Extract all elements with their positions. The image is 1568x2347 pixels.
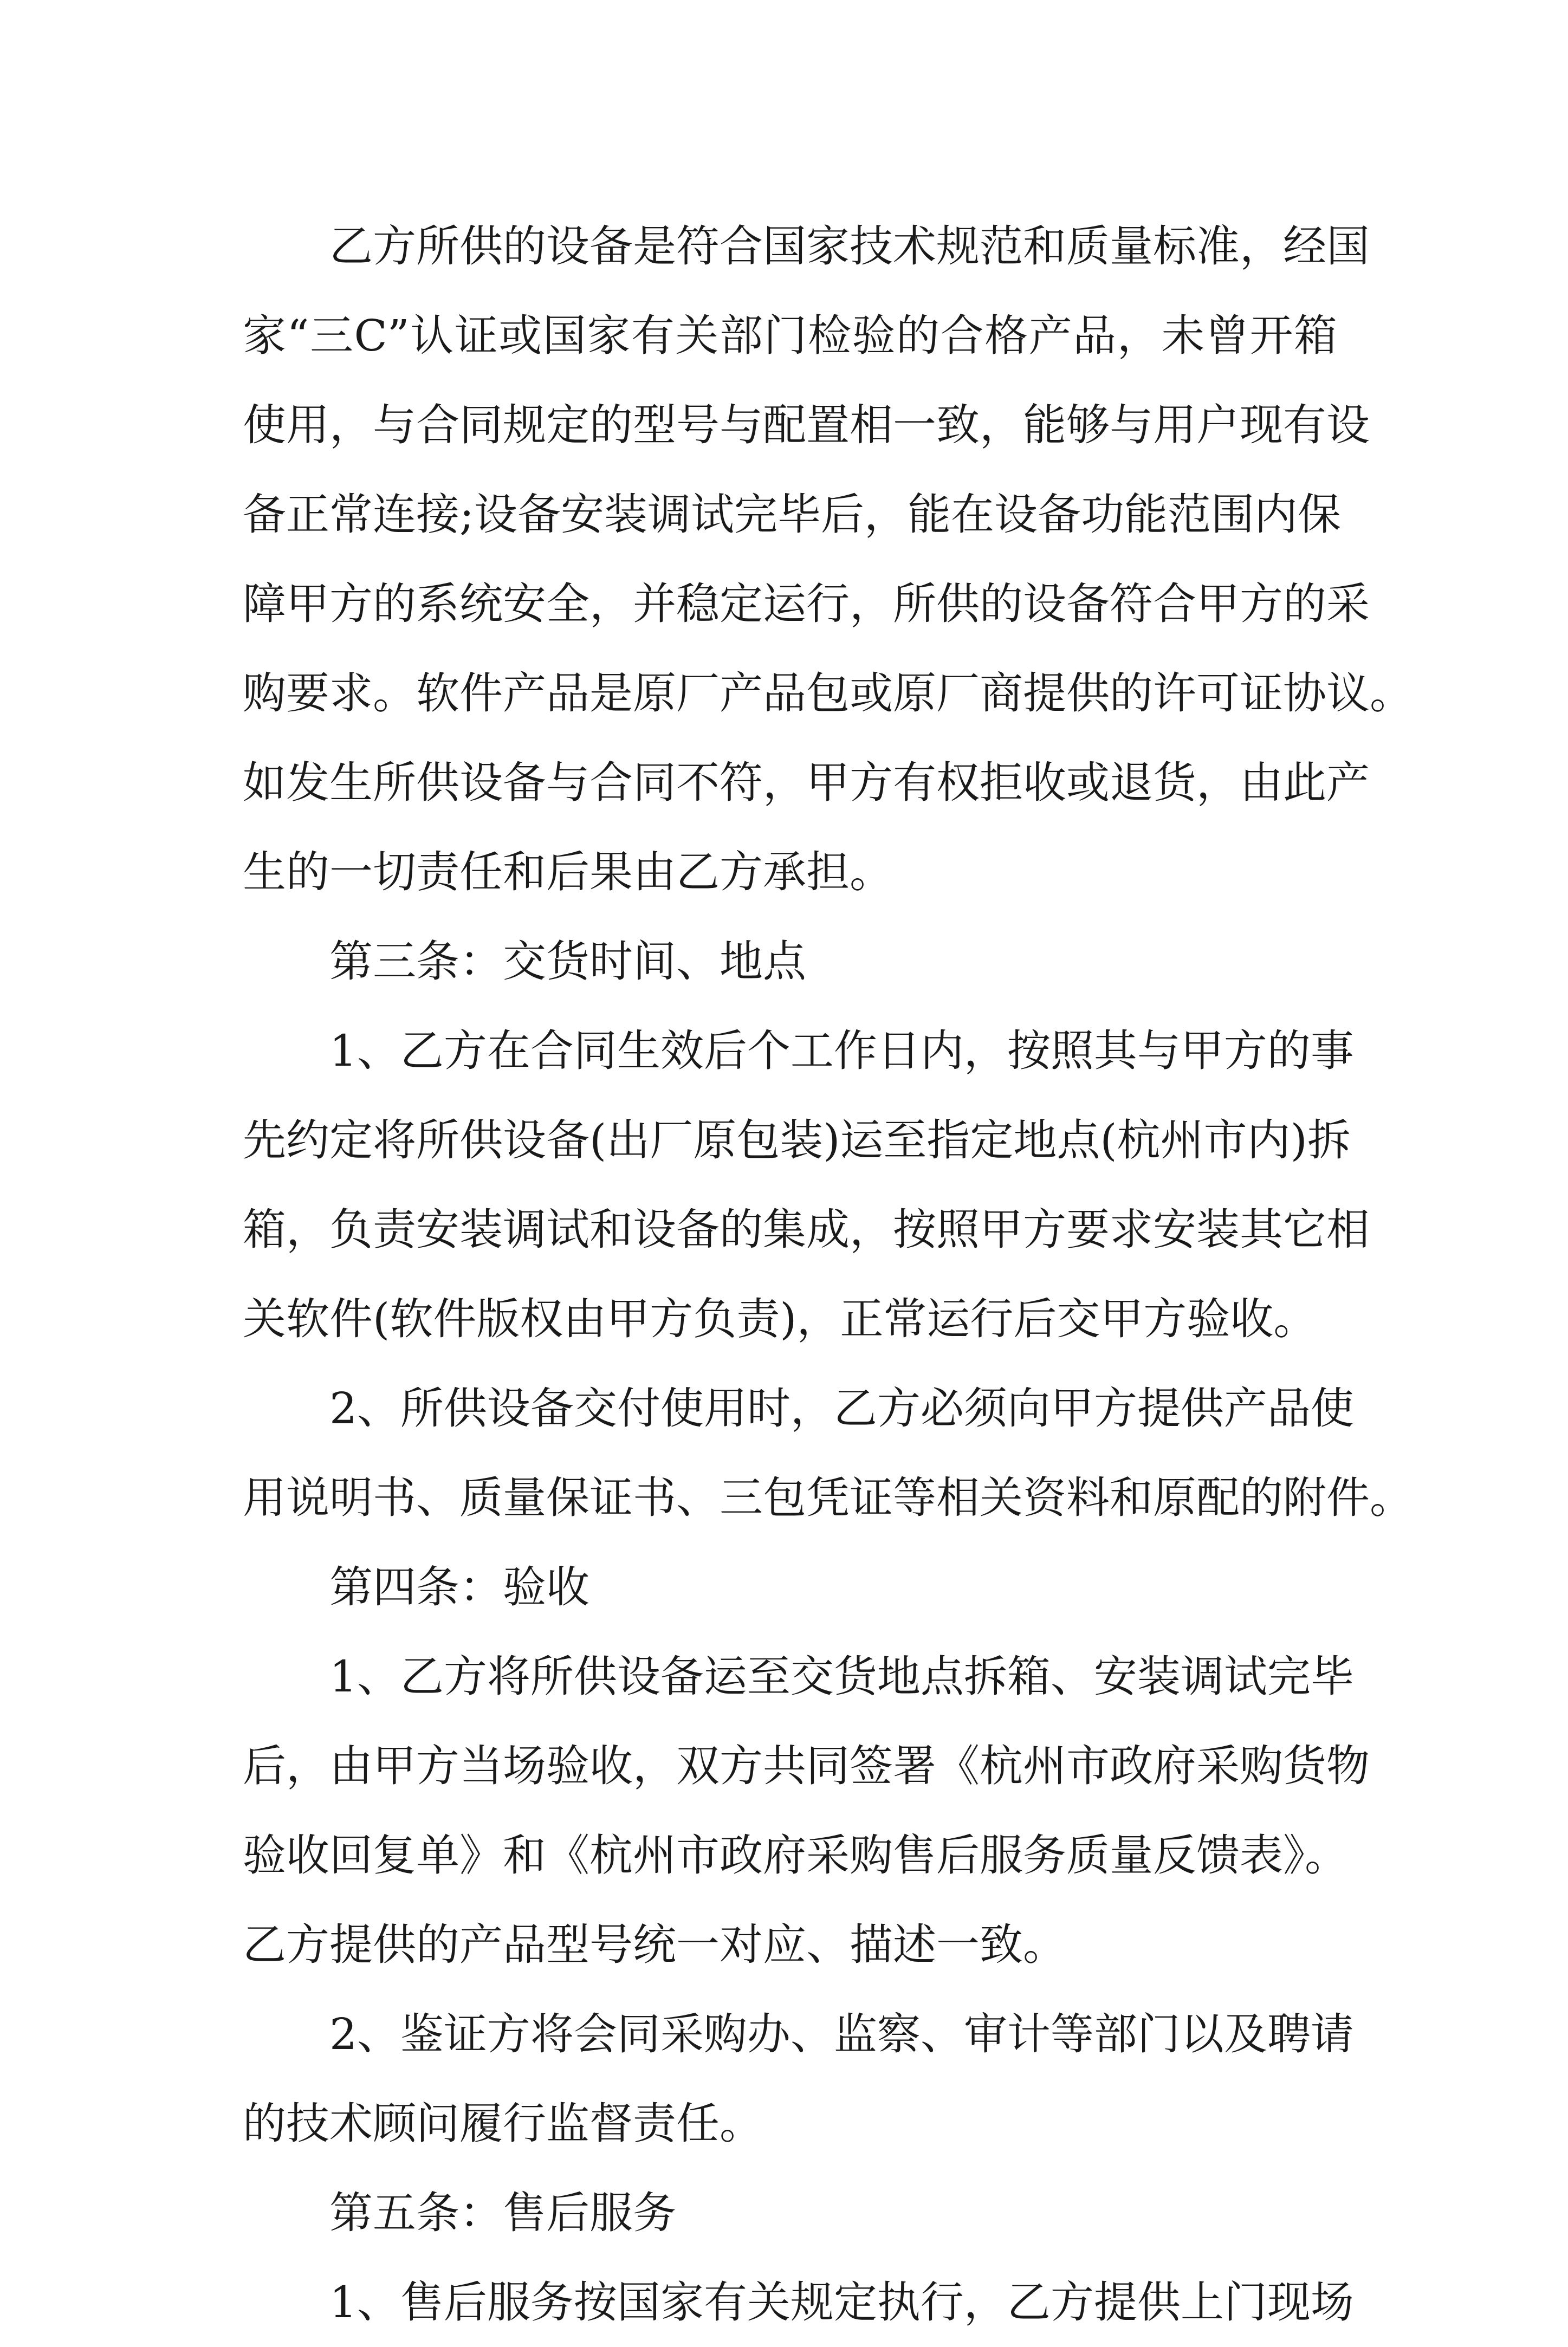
text-line: 使用，与合同规定的型号与配置相一致，能够与用户现有设 (243, 400, 1370, 450)
text-line: 箱，负责安装调试和设备的集成，按照甲方要求安装其它相 (243, 1204, 1370, 1255)
section-heading: 第五条：售后服务 (329, 2188, 676, 2238)
text-line: 1、乙方在合同生效后个工作日内，按照其与甲方的事 (329, 1026, 1354, 1076)
text-line: 关软件(软件版权由甲方负责)，正常运行后交甲方验收。 (243, 1294, 1317, 1344)
text-line: 购要求。软件产品是原厂产品包或原厂商提供的许可证协议。 (243, 668, 1413, 718)
text-line: 先约定将所供设备(出厂原包装)运至指定地点(杭州市内)拆 (243, 1115, 1351, 1165)
section-heading: 第四条：验收 (329, 1562, 589, 1612)
text-line: 备正常连接;设备安装调试完毕后，能在设备功能范围内保 (243, 489, 1341, 540)
text-line: 的技术顾问履行监督责任。 (243, 2098, 763, 2149)
text-line: 验收回复单》和《杭州市政府采购售后服务质量反馈表》。 (243, 1830, 1348, 1881)
text-line: 如发生所供设备与合同不符，甲方有权拒收或退货，由此产 (243, 757, 1370, 808)
text-line: 乙方所供的设备是符合国家技术规范和质量标准，经国 (329, 221, 1370, 271)
text-line: 1、乙方将所供设备运至交货地点拆箱、安装调试完毕 (329, 1651, 1354, 1702)
text-line: 障甲方的系统安全，并稳定运行，所供的设备符合甲方的采 (243, 579, 1370, 629)
text-line: 后，由甲方当场验收，双方共同签署《杭州市政府采购货物 (243, 1741, 1370, 1791)
text-line: 乙方提供的产品型号统一对应、描述一致。 (243, 1920, 1066, 1970)
text-line: 用说明书、质量保证书、三包凭证等相关资料和原配的附件。 (243, 1473, 1413, 1523)
text-line: 家“三C”认证或国家有关部门检验的合格产品，未曾开箱 (243, 310, 1337, 361)
section-heading: 第三条：交货时间、地点 (329, 936, 806, 987)
text-line: 2、鉴证方将会同采购办、监察、审计等部门以及聘请 (329, 2009, 1354, 2059)
text-line: 生的一切责任和后果由乙方承担。 (243, 847, 893, 897)
text-line: 2、所供设备交付使用时，乙方必须向甲方提供产品使 (329, 1383, 1354, 1434)
document-body (243, 202, 1413, 2347)
text-line: 1、售后服务按国家有关规定执行，乙方提供上门现场 (329, 2277, 1354, 2327)
